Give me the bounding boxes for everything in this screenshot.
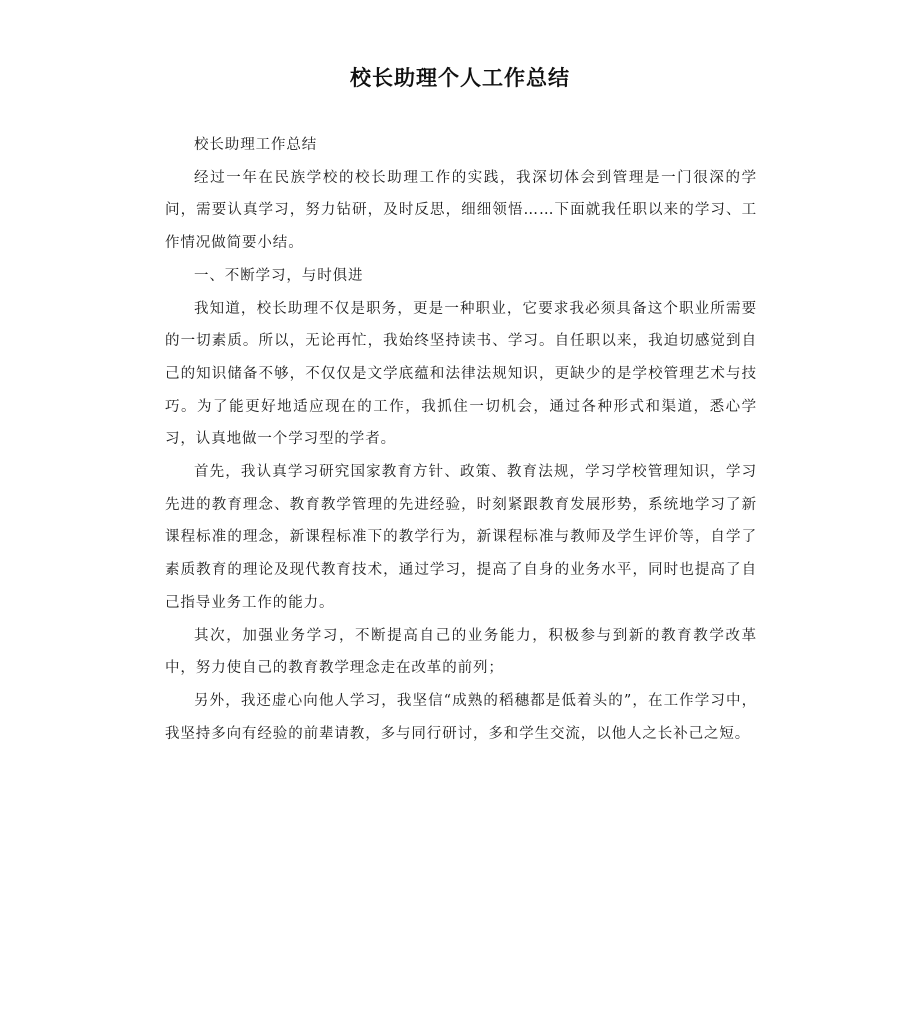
document-body — [165, 129, 757, 750]
paragraph-intro: 经过一年在民族学校的校长助理工作的实践，我深切体会到管理是一门很深的学问，需要认真学习，努力钻研，及时反思，细细领悟……下面就我任职以来的学习、工作情况做简要小结。 — [165, 169, 757, 252]
document-title: 校长助理个人工作总结 — [350, 66, 570, 90]
paragraph: 其次，加强业务学习，不断提高自己的业务能力，积极参与到新的教育教学改革中，努力使自己的教育教学理念走在改革的前列； — [165, 627, 757, 677]
paragraph: 我知道，校长助理不仅是职务，更是一种职业，它要求我必须具备这个职业所需要的一切素质。所以，无论再忙，我始终坚持读书、学习。自任职以来，我迫切感觉到自己的知识储备不够，不仅仅是文学底蕴和法律法规知识，更缺少的是学校管理艺术与技巧。为了能更好地适应现在的工作，我抓住一切机会，通过各种形式和渠道，悉心学习，认真地做一个学习型的学者。 — [165, 300, 757, 448]
paragraph: 首先，我认真学习研究国家教育方针、政策、教育法规，学习学校管理知识，学习先进的教育理念、教育教学管理的先进经验，时刻紧跟教育发展形势，系统地学习了新课程标准的理念，新课程标准下的教学行为，新课程标准与教师及学生评价等，自学了素质教育的理论及现代教育技术，通过学习，提高了自身的业务水平，同时也提高了自己指导业务工作的能力。 — [165, 464, 757, 611]
paragraph: 另外，我还虚心向他人学习，我坚信“成熟的稻穗都是低着头的”，在工作学习中，我坚持多向有经验的前辈请教，多与同行研讨，多和学生交流，以他人之长补己之短。 — [165, 692, 757, 742]
section-heading: 一、不断学习，与时俱进 — [194, 267, 364, 284]
paragraph-subtitle: 校长助理工作总结 — [194, 137, 318, 153]
